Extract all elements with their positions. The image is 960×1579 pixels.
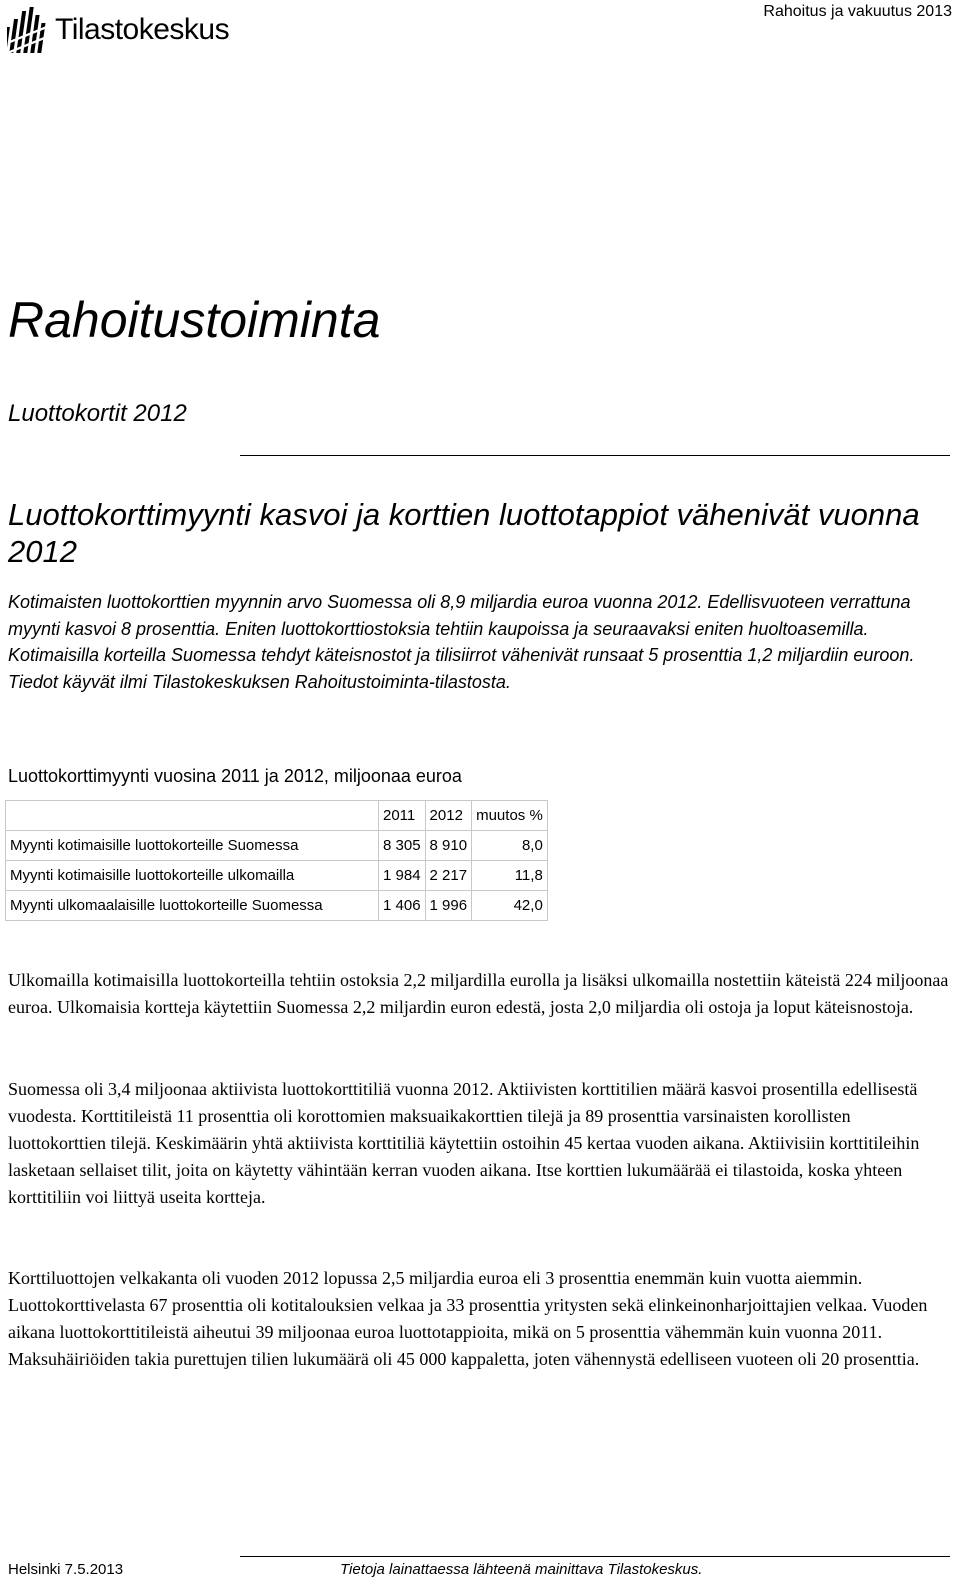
value-2012: 8 910 xyxy=(425,831,472,861)
value-change: 8,0 xyxy=(472,831,548,861)
value-2011: 8 305 xyxy=(379,831,426,861)
table-header-row xyxy=(6,801,548,831)
section-divider xyxy=(240,455,950,456)
table-row xyxy=(6,831,548,861)
body-paragraph: Suomessa oli 3,4 miljoonaa aktiivista luottokorttitiliä vuonna 2012. Aktiivisten korttitilien määrä kasvoi prosentilla edellisestä vuodesta. Korttitileistä 11 prosenttia oli korottomien maksuaikakorttien tilejä ja 89 prosenttia varsinaisten korollisten luottokorttien tilejä. Keskimäärin yhtä aktiivista korttitiliä käytettiin ostoihin 45 kertaa vuoden aikana. Aktiivisiin korttitileihin lasketaan sellaiset tilit, joita on käytetty vähintään kerran vuoden aikana. Itse korttien lukumäärää ei tilastoida, koska yhteen korttitiliin voi liittyä useita kortteja. xyxy=(8,1079,920,1207)
value-2011: 1 984 xyxy=(379,861,426,891)
row-label: Myynti ulkomaalaisille luottokorteille Suomessa xyxy=(6,891,379,921)
value-2011: 1 406 xyxy=(379,891,426,921)
value-change: 11,8 xyxy=(472,861,548,891)
document-title: Rahoitustoiminta xyxy=(8,292,381,348)
publication-title: Rahoitus ja vakuutus 2013 xyxy=(763,3,952,20)
headline: Luottokorttimyynti kasvoi ja korttien luottotappiot vähenivät vuonna 2012 xyxy=(8,497,920,569)
table-row xyxy=(6,861,548,891)
logo-text: Tilastokeskus xyxy=(55,13,230,46)
lead-paragraph: Kotimaisten luottokorttien myynnin arvo Suomessa oli 8,9 miljardia euroa vuonna 2012. Edellisvuoteen verrattuna myynti kasvoi 8 prosenttia. Eniten luottokorttiostoksia tehtiin kaupoissa ja seuraavaksi eniten huoltoasemilla. Kotimaisilla korteilla Suomessa tehdyt käteisnostot ja tilisiirrot vähenivät runsaat 5 prosenttia 1,2 miljardiin euroon. Tiedot käyvät ilmi Tilastokeskuksen Rahoitustoiminta-tilastosta. xyxy=(8,592,915,692)
sales-table xyxy=(5,800,548,921)
table-row xyxy=(6,891,548,921)
body-paragraph: Korttiluottojen velkakanta oli vuoden 2012 lopussa 2,5 miljardia euroa eli 3 prosenttia enemmän kuin vuotta aiemmin. Luottokorttivelasta 67 prosenttia oli kotitalouksien velkaa ja 33 prosenttia yritysten sekä elinkeinonharjoittajien velkaa. Vuoden aikana luottokorttitileistä aiheutui 39 miljoonaa euroa luottotappioita, mikä on 5 prosenttia vähemmän kuin vuonna 2011. Maksuhäiriöiden takia purettujen tilien lukumäärä oli 45 000 kappaletta, joten vähennystä edelliseen vuoteen oli 20 prosenttia. xyxy=(8,1268,928,1369)
document-subtitle: Luottokortit 2012 xyxy=(8,400,187,427)
footer-divider xyxy=(240,1556,950,1557)
value-2012: 2 217 xyxy=(425,861,472,891)
table-header-2012: 2012 xyxy=(425,801,472,831)
tilastokeskus-logo xyxy=(7,4,229,56)
footer-citation: Tietoja lainattaessa lähteenä mainittava Tilastokeskus. xyxy=(340,1561,703,1578)
table-caption: Luottokorttimyynti vuosina 2011 ja 2012, miljoonaa euroa xyxy=(8,766,462,786)
row-label: Myynti kotimaisille luottokorteille Suomessa xyxy=(6,831,379,861)
value-2012: 1 996 xyxy=(425,891,472,921)
row-label: Myynti kotimaisille luottokorteille ulkomailla xyxy=(6,861,379,891)
table-header-blank xyxy=(6,801,379,831)
footer-date: Helsinki 7.5.2013 xyxy=(8,1561,124,1578)
table-header-2011: 2011 xyxy=(379,801,426,831)
value-change: 42,0 xyxy=(472,891,548,921)
tilastokeskus-logo-icon xyxy=(7,5,51,55)
table-header-change: muutos % xyxy=(472,801,548,831)
body-paragraph: Ulkomailla kotimaisilla luottokorteilla tehtiin ostoksia 2,2 miljardilla eurolla ja lisäksi ulkomailla nostettiin käteistä 224 miljoonaa euroa. Ulkomaisia kortteja käytettiin Suomessa 2,2 miljardin euron edestä, josta 2,0 miljardia oli ostoja ja loput käteisnostoja. xyxy=(8,970,949,1017)
